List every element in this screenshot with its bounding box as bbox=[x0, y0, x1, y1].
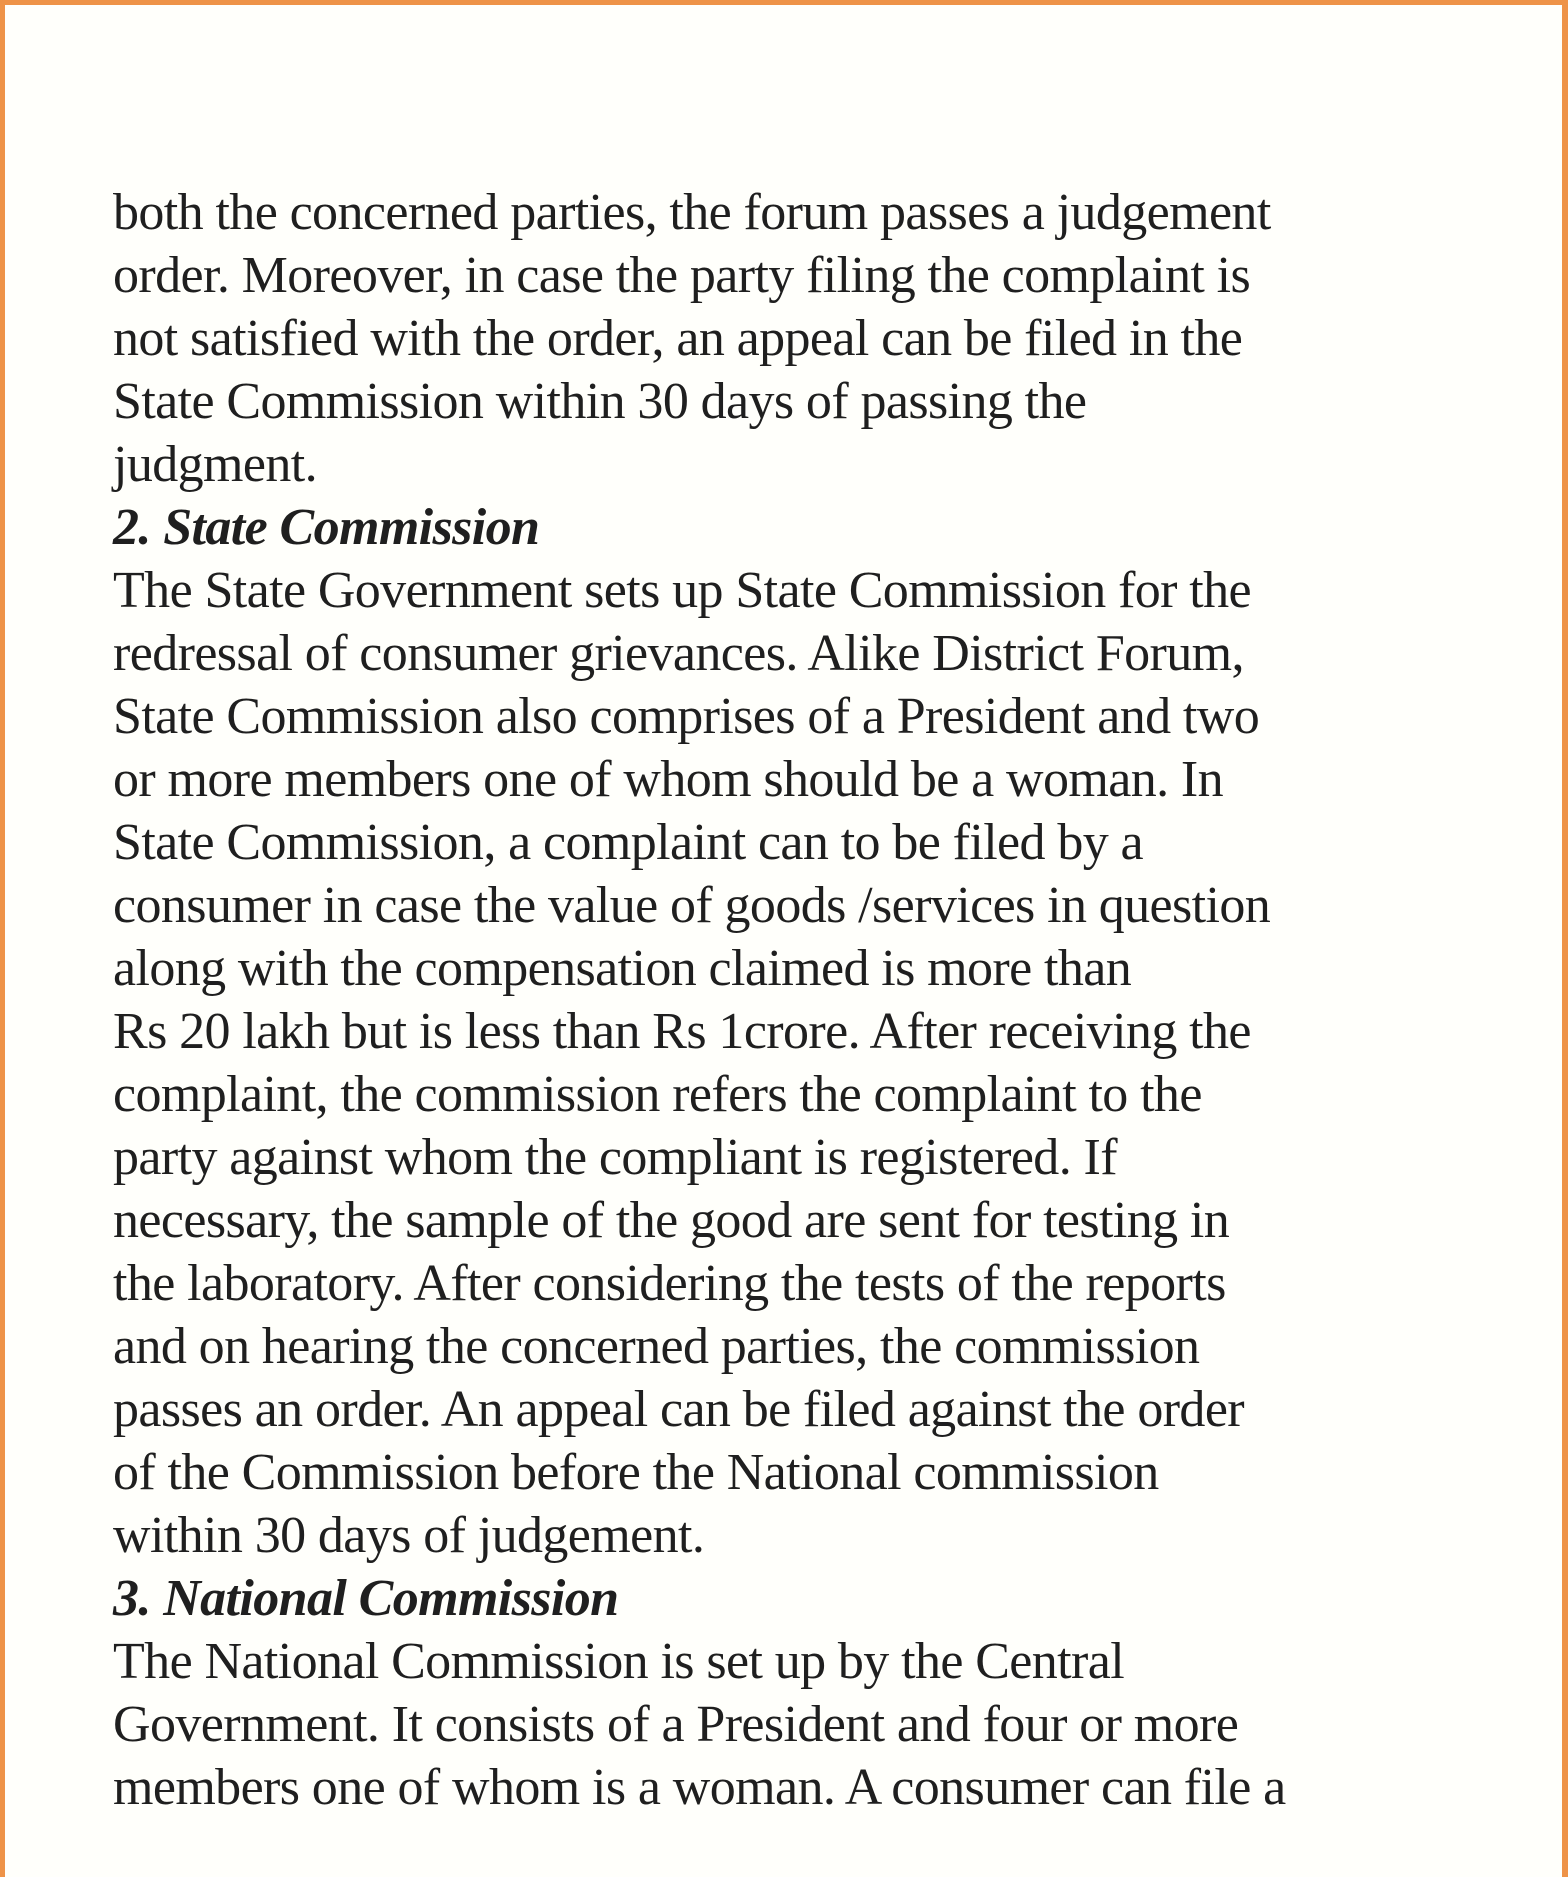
document-page bbox=[5, 5, 1562, 1877]
text-line: both the concerned parties, the forum passes a judgement bbox=[113, 184, 1271, 241]
text-line: within 30 days of judgement. bbox=[113, 1507, 705, 1564]
text-line: party against whom the compliant is registered. If bbox=[113, 1129, 1117, 1186]
text-line: The State Government sets up State Commission for the bbox=[113, 562, 1252, 619]
text-line: passes an order. An appeal can be filed against the order bbox=[113, 1381, 1245, 1438]
text-line: consumer in case the value of goods /services in question bbox=[113, 877, 1271, 934]
text-line: State Commission also comprises of a President and two bbox=[113, 688, 1260, 745]
text-line: The National Commission is set up by the Central bbox=[113, 1633, 1125, 1690]
text-line: necessary, the sample of the good are sent for testing in bbox=[113, 1192, 1230, 1249]
text-line: State Commission, a complaint can to be filed by a bbox=[113, 814, 1144, 871]
section-heading: 3. National Commission bbox=[113, 1570, 619, 1627]
text-line: and on hearing the concerned parties, the commission bbox=[113, 1318, 1200, 1375]
text-line: order. Moreover, in case the party filing the complaint is bbox=[113, 247, 1251, 304]
text-line: the laboratory. After considering the tests of the reports bbox=[113, 1255, 1226, 1312]
text-line: Rs 20 lakh but is less than Rs 1crore. After receiving the bbox=[113, 1003, 1251, 1060]
text-line: State Commission within 30 days of passing the bbox=[113, 373, 1087, 430]
text-line: along with the compensation claimed is more than bbox=[113, 940, 1132, 997]
section-heading: 2. State Commission bbox=[113, 499, 540, 556]
text-line: complaint, the commission refers the complaint to the bbox=[113, 1066, 1202, 1123]
text-line: or more members one of whom should be a woman. In bbox=[113, 751, 1224, 808]
text-line: not satisfied with the order, an appeal can be filed in the bbox=[113, 310, 1243, 367]
text-line: Government. It consists of a President and four or more bbox=[113, 1696, 1239, 1753]
text-block bbox=[113, 181, 1522, 1819]
text-line: judgment. bbox=[113, 436, 318, 493]
text-line: redressal of consumer grievances. Alike District Forum, bbox=[113, 625, 1244, 682]
text-line: of the Commission before the National commission bbox=[113, 1444, 1159, 1501]
text-line: members one of whom is a woman. A consumer can file a bbox=[113, 1759, 1286, 1816]
